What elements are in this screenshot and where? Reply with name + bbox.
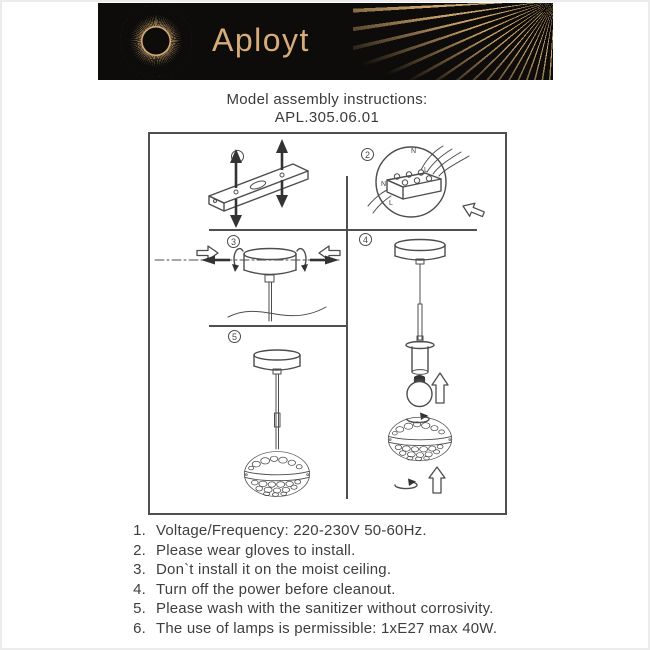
up-arrow-icon: [432, 373, 448, 403]
list-item: [128, 599, 548, 619]
item-number: 5.: [133, 600, 146, 617]
step-5-number: 5: [231, 331, 237, 342]
lamp-socket: [406, 336, 434, 374]
assembly-diagram-panel: [148, 132, 507, 515]
up-arrow-icon: [429, 467, 445, 493]
insert-arrow-icon: [460, 200, 486, 221]
sunburst-logo-icon: [120, 5, 192, 77]
model-number: APL.305.06.01: [274, 109, 380, 126]
brand-banner: [98, 3, 553, 80]
item-number: 3.: [133, 561, 146, 578]
canopy-fixing-diagram: [150, 231, 347, 326]
item-text: Please wear gloves to install.: [156, 541, 356, 559]
corner-rays-decoration: [353, 3, 553, 80]
instruction-list: [128, 521, 548, 638]
item-text: The use of lamps is permissible: 1xE27 max 40W.: [156, 619, 498, 637]
terminal-block-diagram: [347, 134, 509, 234]
item-number: 4.: [133, 580, 146, 598]
list-item: [128, 521, 548, 541]
item-number: 1.: [133, 522, 146, 539]
item-text: Voltage/Frequency: 220-230V 50-60Hz.: [156, 522, 427, 539]
list-item: [128, 560, 548, 580]
wire-label-n-left: N: [381, 181, 387, 188]
list-item: [128, 619, 548, 639]
item-number: 2.: [133, 541, 146, 559]
item-text: Turn off the power before cleanout.: [156, 580, 396, 598]
item-text: Please wash with the sanitizer without corrosivity.: [156, 600, 494, 617]
step-2-number: 2: [364, 149, 370, 160]
screw-arrows-icon: [230, 139, 288, 228]
wiring-detail-cell: [347, 134, 509, 234]
list-item: [128, 580, 548, 600]
wire-label-l-bottom: L: [389, 200, 393, 207]
step-3-number: 3: [230, 236, 236, 247]
assembled-lamp-diagram: [150, 327, 347, 513]
ceiling-bracket-diagram: [152, 136, 347, 229]
wire-label-l-right: L: [424, 167, 428, 174]
wire-label-n-top: N: [411, 148, 417, 155]
page-title: Model assembly instructions:: [226, 91, 428, 108]
brand-name: Aployt: [212, 22, 310, 58]
list-item: [128, 541, 548, 561]
item-text: Don`t install it on the moist ceiling.: [156, 561, 392, 578]
light-bulb-icon: [407, 375, 432, 407]
shade-assembly-diagram: [348, 231, 508, 499]
step-4-number: 4: [362, 234, 368, 245]
item-number: 6.: [133, 619, 146, 637]
